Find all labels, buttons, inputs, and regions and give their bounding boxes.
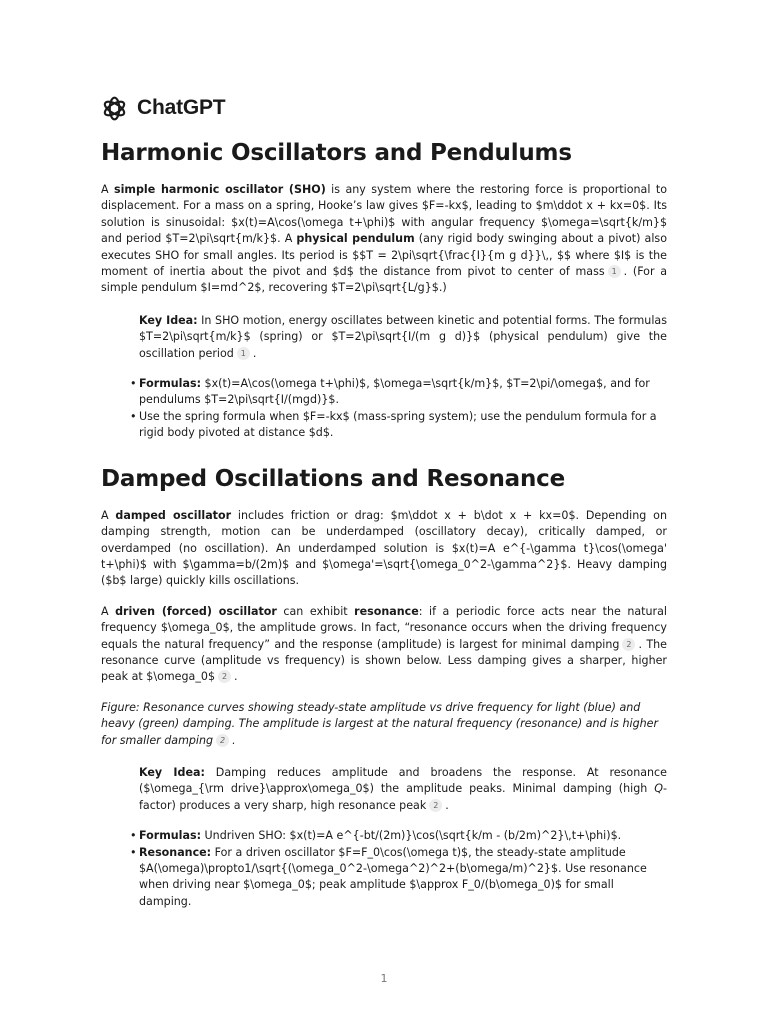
list-item: • Formulas: Undriven SHO: $x(t)=A e^{-bt/(2m)}\cos(\sqrt{k/m - (b/2m)^2}\,t+\phi)$. xyxy=(130,828,667,844)
paragraph-sho-intro: A simple harmonic oscillator (SHO) is any system where the restoring force is proportional to displacement. For a mass on a spring, Hooke’s law gives $F=-kx$, leading to $m\ddot x + kx=0$. Its solution is sinusoidal: $x(t)=A\cos(\omega t+\phi)$ with angular frequency $\omega=\sqrt{k/m}$ and period $T=2\pi\sqrt{m/k}$. A physical pendulum (any rigid body swinging about a pivot) also executes SHO for small angles. Its period is $$T = 2\pi\sqrt{\frac{I}{m g d}}\,, $$ where $I$ is the moment of inertia about the pivot and $d$ the distance from pivot to center of mass 1 . (For a simple pendulum $I=md^2$, recovering $T=2\pi\sqrt{L/g}$.) xyxy=(101,183,667,295)
citation-badge[interactable]: 1 xyxy=(237,347,250,360)
bullet-list-sho xyxy=(130,376,667,442)
citation-badge[interactable]: 2 xyxy=(216,734,229,747)
brand-name: ChatGPT xyxy=(137,96,226,119)
paragraph-driven: A driven (forced) oscillator can exhibit resonance: if a periodic force acts near the natural frequency $\omega_0$, the amplitude grows. In fact, “resonance occurs when the driving frequency equals the natural frequency” and the response (amplitude) is largest for minimal damping 2 . The resonance curve (amplitude vs frequency) is shown below. Less damping gives a sharper, higher peak at $\omega_0$ 2 . xyxy=(101,604,667,684)
document-page xyxy=(101,94,667,910)
citation-badge[interactable]: 2 xyxy=(218,670,231,683)
section-heading-damped: Damped Oscillations and Resonance xyxy=(101,465,565,492)
key-idea-sho: Key Idea: In SHO motion, energy oscillates between kinetic and potential forms. The formulas $T=2\pi\sqrt{m/k}$ (spring) or $T=2\pi\sqrt{I/(m g d)}$ (physical pendulum) give the oscillation period 1 . xyxy=(139,313,668,360)
key-idea-damping: Key Idea: Damping reduces amplitude and broadens the response. At resonance ($\omega_{\rm drive}\approx\omega_0$) the amplitude peaks. Minimal damping (high Q-factor) produces a very sharp, high resonance peak 2 . xyxy=(139,765,667,812)
bullet-list-damping xyxy=(130,828,667,910)
list-item: • Resonance: For a driven oscillator $F=F_0\cos(\omega t)$, the steady-state amplitude $A(\omega)\propto1/\sqrt{(\omega_0^2-\omega^2)^2+(b\omega/m)^2}$. Use resonance when driving near $\omega_0$; peak amplitude $\approx F_0/(b\omega_0)$ for small damping. xyxy=(130,845,667,911)
list-item: • Use the spring formula when $F=-kx$ (mass-spring system); use the pendulum formula for a rigid body pivoted at distance $d$. xyxy=(130,409,667,442)
list-item: • Formulas: $x(t)=A\cos(\omega t+\phi)$, $\omega=\sqrt{k/m}$, $T=2\pi/\omega$, and for pendulums $T=2\pi\sqrt{I/(mgd)}$. xyxy=(130,376,667,409)
section-heading-harmonic: Harmonic Oscillators and Pendulums xyxy=(101,140,572,166)
brand-header xyxy=(101,94,667,122)
figure-caption: Figure: Resonance curves showing steady-state amplitude vs drive frequency for light (blue) and heavy (green) damping. The amplitude is largest at the natural frequency (resonance) and is higher for smaller damping 2 . xyxy=(101,700,659,747)
openai-logo-icon xyxy=(101,95,128,122)
citation-badge[interactable]: 1 xyxy=(608,265,621,278)
paragraph-damped: A damped oscillator includes friction or drag: $m\ddot x + b\dot x + kx=0$. Depending on damping strength, motion can be underdamped (oscillatory decay), critically damped, or overdamped (no oscillation). An underdamped solution is $x(t)=A e^{-\gamma t}\cos(\omega' t+\phi)$ with $\gamma=b/(2m)$ and $\omega'=\sqrt{\omega_0^2-\gamma^2}$. Heavy damping ($b$ large) quickly kills oscillations. xyxy=(101,508,667,588)
citation-badge[interactable]: 2 xyxy=(622,638,635,651)
page-number: 1 xyxy=(380,972,388,985)
citation-badge[interactable]: 2 xyxy=(429,799,442,812)
